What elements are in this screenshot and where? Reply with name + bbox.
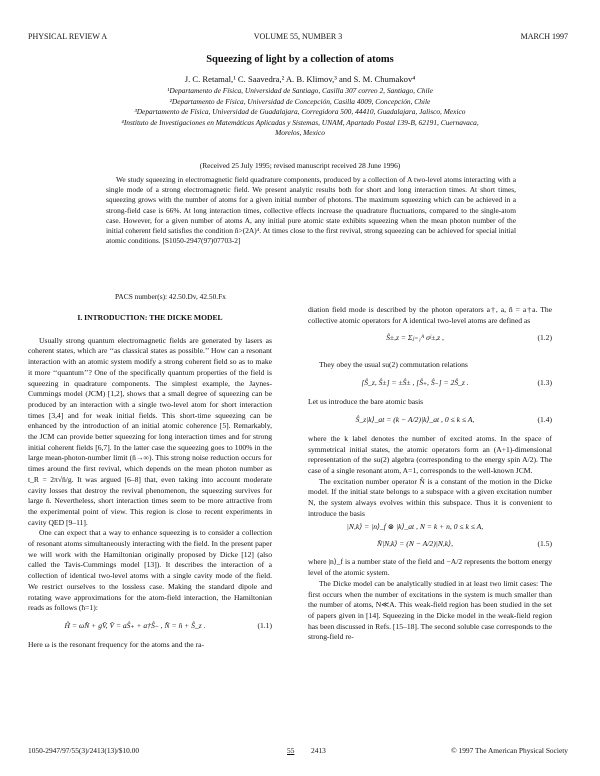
basis-paragraph: Let us introduce the bare atomic basis bbox=[308, 397, 424, 407]
affiliation-3: ³Departamento de Física, Universidad de Guadalajara, Corregidora 500, 44410, Guadalajara, Jalisco, Mexico bbox=[134, 107, 466, 117]
equation-1-2-body: Ŝ±,z = Σⱼ₌₁ᴬ σʲ±,z , bbox=[386, 333, 444, 343]
author-list: J. C. Retamal,¹ C. Saavedra,² A. B. Klimov,³ and S. M. Chumakov⁴ bbox=[184, 74, 416, 84]
right-column bbox=[308, 305, 552, 643]
footer-volume-number: 55 bbox=[287, 746, 295, 755]
issue-date: MARCH 1997 bbox=[520, 32, 568, 41]
journal-name: PHYSICAL REVIEW A bbox=[28, 32, 108, 41]
where-paragraph: where |n⟩_f is a number state of the field and −A/2 represents the bottom energy level of the atomic system. bbox=[308, 557, 552, 578]
affiliation-1: ¹Departamento de Física, Universidad de Santiago, Casilla 307 correo 2, Santiago, Chile bbox=[167, 86, 433, 95]
equation-1-4-number: (1.4) bbox=[537, 414, 552, 424]
paper-title: Squeezing of light by a collection of atoms bbox=[206, 54, 394, 65]
equation-1-3-number: (1.3) bbox=[537, 378, 552, 388]
intro-paragraph-1: Usually strong quantum electromagnetic fields are generated by lasers as coherent states, which are ‘‘as classical states as possible.’’ How can a resonant interaction with an atomic system modify a strong coherent field so as to make it more ‘‘quantum’’? One of the specifically quantum properties of the field is squeezing in quadrature components. The simplest example, the Jaynes-Cummings model (JCM) [1,2], shows that a small degree of squeezing can be produced by an interaction with a single two-level atom for short interaction times [3,4] and for weak initial fields. This short-time squeezing can be enhanced by the introduction of an initial atomic coherence [5]. Remarkably, the JCM can provide better squeezing for long interaction times and for strong initial coherent fields [6,7]. In the latter case the squeezing goes to 100% in the large mean-photon-number limit (n̄→∞). This strong noise reduction occurs for times around the first revival, which depends on the mean photon number as t_R = 2π√n̄/g. It was argued [6–8] that, even taking into account moderate cavity losses that destroy the revival phenomenon, the squeezing survives for large n̄. Nevertheless, short interaction times seem to be more attractive from the experimental point of view. This region is close to recent experiments in cavity QED [9–11]. bbox=[28, 335, 272, 527]
equation-1-5-line-2: N̂|N,k⟩ = (N − A/2)|N,k⟩, bbox=[376, 539, 454, 549]
excitation-paragraph: The excitation number operator N̂ is a constant of the motion in the Dicke model. If the initial state belongs to a subspace with a given excitation number N, the system always evolves within this subspace. Thus it is convenient to introduce the basis bbox=[308, 476, 552, 518]
affiliations bbox=[40, 86, 560, 139]
equation-1-4 bbox=[308, 410, 552, 432]
su2-paragraph: They obey the usual su(2) commutation relations bbox=[319, 360, 468, 370]
volume-issue: VOLUME 55, NUMBER 3 bbox=[253, 32, 343, 41]
footer-copyright: © 1997 The American Physical Society bbox=[451, 746, 568, 755]
equation-1-2 bbox=[308, 328, 552, 358]
left-column bbox=[28, 313, 272, 651]
equation-1-1-number: (1.1) bbox=[257, 620, 272, 630]
post-equation-text: Here ω is the resonant frequency for the atoms and the ra- bbox=[28, 639, 204, 649]
received-dates: (Received 25 July 1995; revised manuscript received 28 June 1996) bbox=[199, 161, 401, 170]
page-footer bbox=[28, 746, 568, 758]
equation-1-1-body: Ĥ = ωN̂ + gV̂, V̂ = aŜ₊ + a†Ŝ₋ , N̂ = n̂ + Ŝ_z . bbox=[64, 620, 206, 630]
affiliation-2: ²Departamento de Física, Universidad de Concepción, Casilla 4009, Concepción, Chile bbox=[169, 96, 431, 106]
equation-1-5 bbox=[308, 521, 552, 555]
running-head bbox=[28, 32, 568, 44]
abstract: We study squeezing in electromagnetic field quadrature components, produced by a collection of A two-level atoms interacting with a single mode of a strong electromagnetic field. We present analytic results both for short and long interaction times. At short times, squeezing grows with the number of atoms for a given initial number of photons. The maximum squeezing which can be achieved in a strong-field case is 66%. At long interaction times, collective effects increase the quadrature fluctuations, compared to the single-atom case. However, for a given number of atoms A, any initial pure atomic state exhibits squeezing when the mean photon number of the initial coherent field satisfies the condition n̄>(2A)⁴. At times close to the first revival, strong squeezing can be achieved for special initial atomic conditions. [S1050-2947(97)07703-2] bbox=[106, 175, 516, 246]
section-heading: I. INTRODUCTION: THE DICKE MODEL bbox=[77, 313, 223, 322]
equation-1-1 bbox=[28, 616, 272, 638]
right-paragraph-top: diation field mode is described by the photon operators a†, a, n̂ = a†a. The collective atomic operators for A identical two-level atoms are defined as bbox=[308, 305, 552, 325]
equation-1-2-number: (1.2) bbox=[537, 333, 552, 343]
equation-1-5-number: (1.5) bbox=[537, 539, 552, 549]
footer-page-number: 2413 bbox=[311, 746, 326, 755]
equation-1-3 bbox=[308, 373, 552, 395]
equation-1-4-body: Ŝ_z|k⟩_at = (k − A/2)|k⟩_at , 0 ≤ k ≤ A, bbox=[355, 414, 475, 424]
intro-paragraph-2: One can expect that a way to enhance squeezing is to consider a collection of resonant atoms simultaneously interacting with the field. In the present paper we will work with the Hamiltonian originally proposed by Dicke [12] (also called the Tavis-Cummings model [13]). It describes the interaction of a collection of identical two-level atoms with a single cavity mode of the field. We restrict ourselves to the lossless case. Making the standard dipole and rotating wave approximations for the atom-field interaction, the Hamiltonian reads as follows (ħ=1): bbox=[28, 528, 272, 613]
pacs-numbers: PACS number(s): 42.50.Dv, 42.50.Fx bbox=[115, 292, 226, 301]
affiliation-4-cont: Morelos, Mexico bbox=[275, 128, 325, 138]
equation-1-5-line-1: |N,k⟩ = |n⟩_f ⊗ |k⟩_at , N = k + n, 0 ≤ k ≤ A, bbox=[346, 522, 484, 532]
dicke-paragraph: The Dicke model can be analytically studied in at least two limit cases: The first occurs when the number of excitations in the system is much smaller than the number of atoms, N≪A. This weak-field region has been studied in the set of papers given in [14]. Squeezing in the Dicke model in the weak-field region has been discussed in Refs. [15–18]. The second soluble case corresponds to the strong-field re- bbox=[308, 578, 552, 642]
equation-1-3-body: [Ŝ_z, Ŝ±] = ±Ŝ± , [Ŝ₊, Ŝ₋] = 2Ŝ_z . bbox=[361, 378, 469, 388]
affiliation-4: ⁴Instituto de Investigaciones en Matemáticas Aplicadas y Sistemas, UNAM, Apartado Postal 139-B, 62191, Cuernavaca, bbox=[121, 117, 479, 127]
footer-code: 1050-2947/97/55(3)/2413(13)/$10.00 bbox=[28, 746, 140, 755]
after-basis-paragraph: where the k label denotes the number of excited atoms. In the space of symmetrical initial states, the atomic operators form an (A+1)-dimensional representation of the su(2) algebra (corresponding to the energy spin A/2). The case of a single resonant atom, A=1, corresponds to the well-known JCM. bbox=[308, 433, 552, 475]
